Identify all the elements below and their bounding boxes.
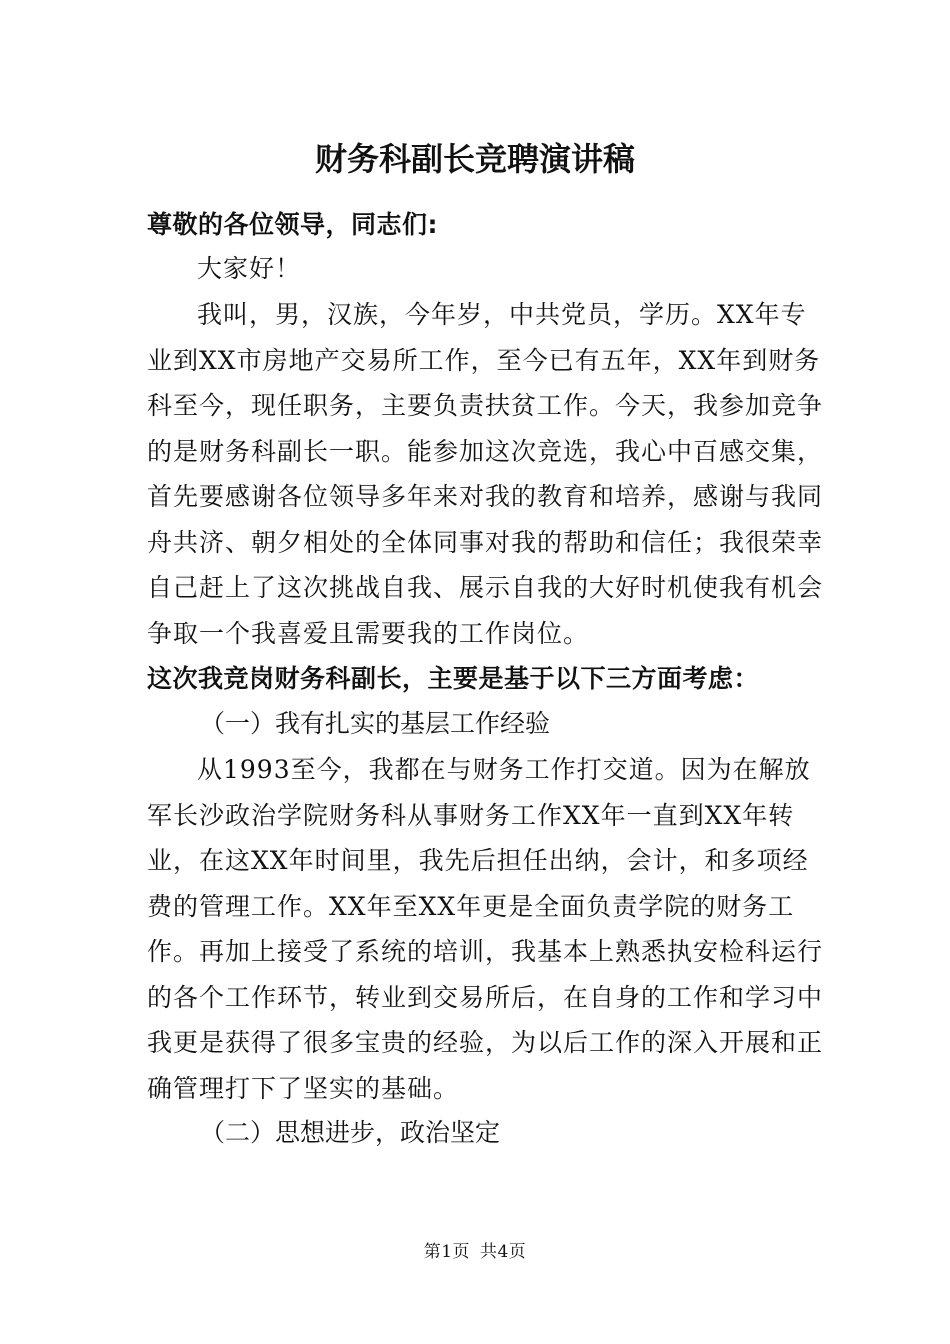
- section1-paragraph: 从1993至今，我都在与财务工作打交道。因为在解放军长沙政治学院财务科从事财务工作XX年一直到XX年转业，在这XX年时间里，我先后担任出纳，会计，和多项经费的管理工作。XX年至XX年更是全面负责学院的财务工作。再加上接受了系统的培训，我基本上熟悉执安检科运行的各个工作环节，转业到交易所后，在自身的工作和学习中我更是获得了很多宝贵的经验，为以后工作的深入开展和正确管理打下了坚实的基础。: [147, 755, 824, 1103]
- section1-heading: （一）我有扎实的基层工作经验: [200, 709, 551, 738]
- page-total: 共4页: [479, 1242, 527, 1262]
- salutation: 尊敬的各位领导，同志们:: [147, 210, 438, 239]
- page-number: 第1页: [423, 1242, 471, 1262]
- page-footer: [0, 1240, 950, 1264]
- reasons-heading: 这次我竞岗财务科副长，主要是基于以下三方面考虑：: [147, 664, 760, 693]
- section2-heading: （二）思想进步，政治坚定: [200, 1118, 501, 1147]
- intro-paragraph: 我叫，男，汉族，今年岁，中共党员，学历。XX年专业到XX市房地产交易所工作，至今已有五年，XX年到财务科至今，现任职务，主要负责扶贫工作。今天，我参加竞争的是财务科副长一职。能参加这次竞选，我心中百感交集，首先要感谢各位领导多年来对我的教育和培养，感谢与我同舟共济、朝夕相处的全体同事对我的帮助和信任；我很荣幸自己赶上了这次挑战自我、展示自我的大好时机使我有机会争取一个我喜爱且需要我的工作岗位。: [147, 300, 824, 648]
- greeting: 大家好！: [197, 254, 302, 283]
- document-title: 财务科副长竞聘演讲稿: [314, 140, 635, 178]
